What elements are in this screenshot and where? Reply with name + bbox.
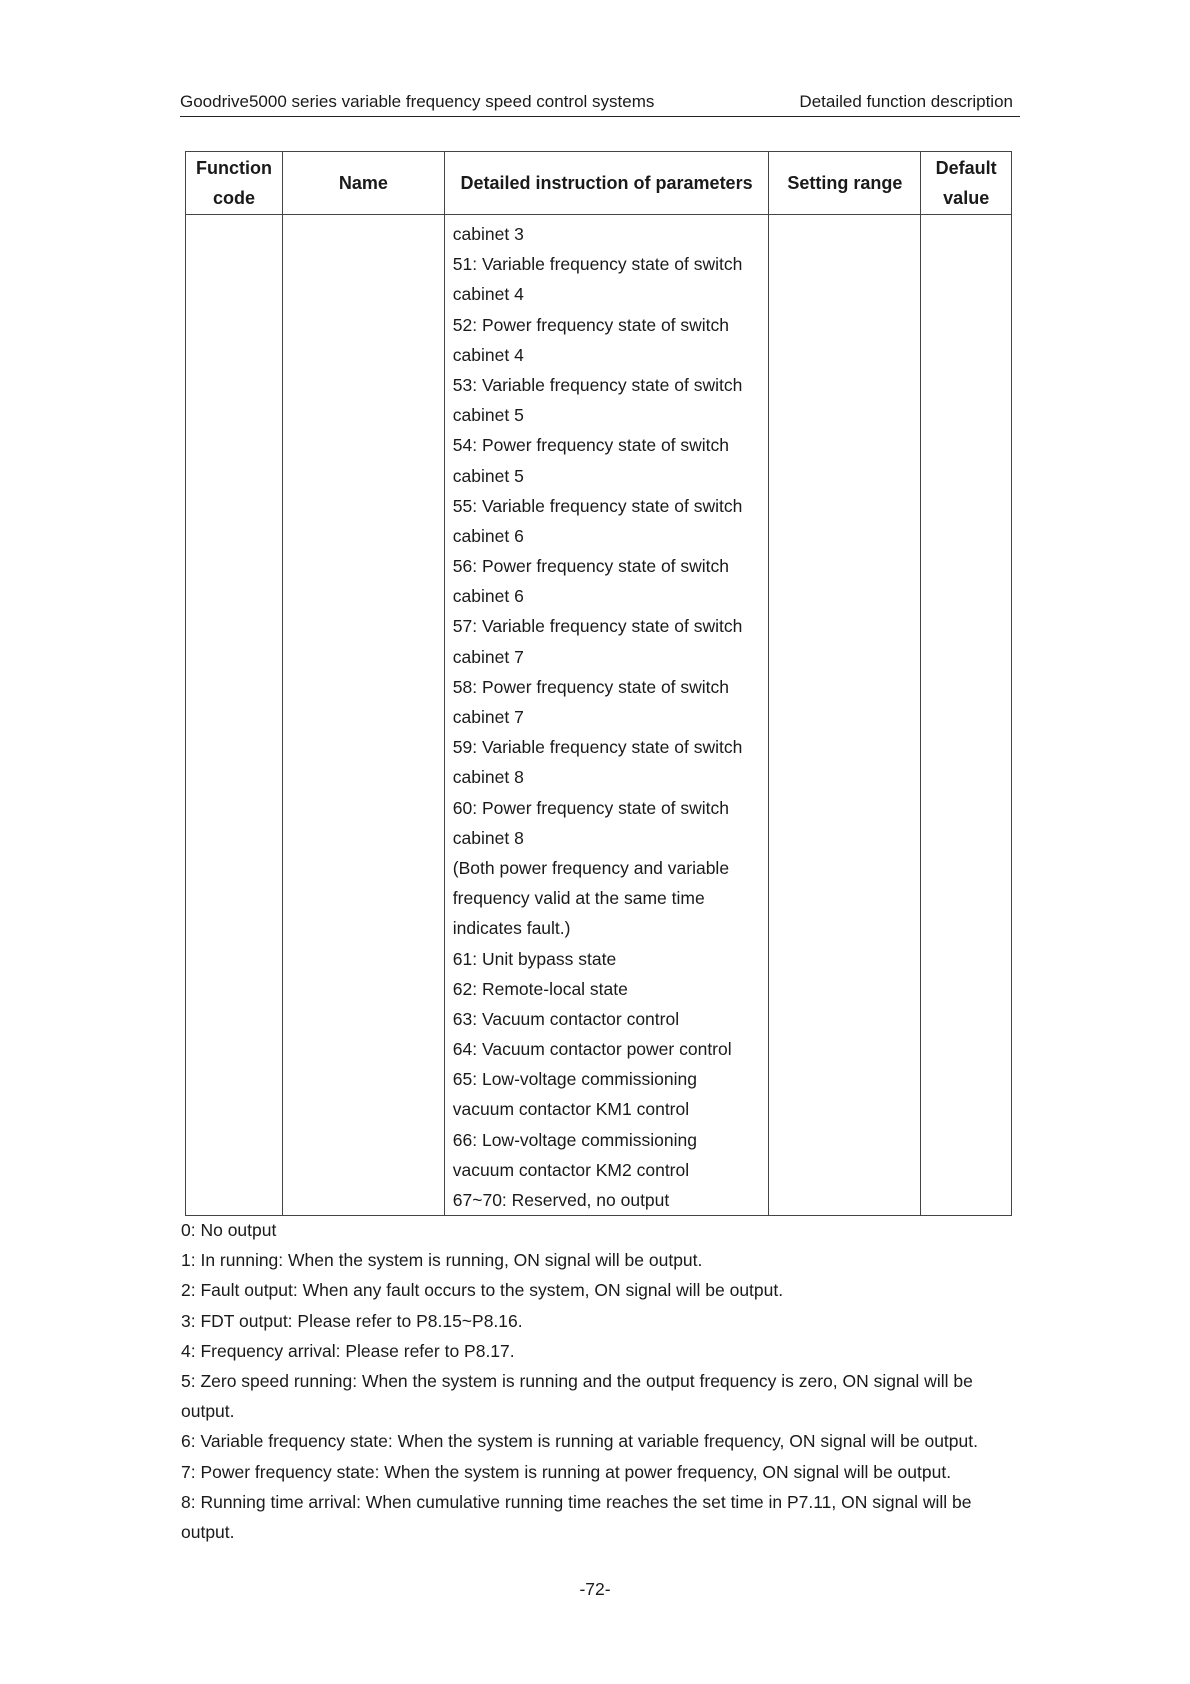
description-line: 2: Fault output: When any fault occurs to the system, ON signal will be output.	[181, 1280, 784, 1301]
col-header-detail: Detailed instruction of parameters	[444, 152, 769, 215]
detail-line: cabinet 4	[452, 344, 524, 365]
detail-line: 53: Variable frequency state of switch	[452, 374, 743, 395]
col-header-name: Name	[283, 152, 445, 215]
detail-line: cabinet 3	[452, 224, 524, 244]
detail-line: 67~70: Reserved, no output	[452, 1190, 670, 1210]
description-line: output.	[181, 1401, 235, 1422]
detail-line: 60: Power frequency state of switch	[452, 797, 730, 818]
detail-cell	[444, 215, 769, 1216]
detail-line: 65: Low-voltage commissioning	[452, 1069, 697, 1090]
detail-line: frequency valid at the same time	[452, 888, 705, 909]
detail-line: 54: Power frequency state of switch	[452, 435, 730, 456]
detail-line: cabinet 5	[452, 405, 524, 426]
detail-line: 51: Variable frequency state of switch	[452, 254, 743, 275]
detail-line: 58: Power frequency state of switch	[452, 676, 730, 697]
detail-line: cabinet 7	[452, 646, 524, 667]
detail-line: cabinet 6	[452, 525, 524, 546]
detail-line: 56: Power frequency state of switch	[452, 556, 730, 577]
description-line: 0: No output	[181, 1220, 277, 1240]
page-header	[180, 92, 1020, 117]
detail-line: (Both power frequency and variable	[452, 857, 730, 878]
detail-line: 61: Unit bypass state	[452, 948, 617, 969]
parameter-table	[185, 151, 1012, 1216]
description-line: 8: Running time arrival: When cumulative running time reaches the set time in P7.11, ON signal will be	[181, 1491, 972, 1512]
page-number: -72-	[579, 1579, 611, 1599]
description-line: output.	[181, 1521, 235, 1542]
detail-line: indicates fault.)	[452, 918, 571, 939]
detail-line: vacuum contactor KM1 control	[452, 1099, 690, 1120]
detail-line: cabinet 5	[452, 465, 524, 486]
detail-line: 59: Variable frequency state of switch	[452, 737, 743, 758]
description-line: 1: In running: When the system is running, ON signal will be output.	[181, 1250, 703, 1271]
col-header-setting-range: Setting range	[769, 152, 921, 215]
detail-line: cabinet 7	[452, 707, 524, 727]
detail-line: 63: Vacuum contactor control	[452, 1008, 680, 1029]
description-line: 6: Variable frequency state: When the system is running at variable frequency, ON signal will be output.	[181, 1431, 978, 1452]
detail-line: 66: Low-voltage commissioning	[452, 1129, 697, 1150]
detail-line: cabinet 8	[452, 827, 524, 848]
function-code-cell	[186, 215, 283, 1216]
detail-line: vacuum contactor KM2 control	[452, 1159, 690, 1180]
header-title: Goodrive5000 series variable frequency speed control systems	[180, 92, 655, 111]
name-cell	[283, 215, 445, 1216]
setting-range-cell	[769, 215, 921, 1216]
description-line: 4: Frequency arrival: Please refer to P8.17.	[181, 1340, 515, 1361]
detail-line: 62: Remote-local state	[452, 978, 628, 999]
default-value-cell	[921, 215, 1012, 1216]
detail-line: 52: Power frequency state of switch	[452, 314, 730, 335]
detail-line: cabinet 6	[452, 586, 524, 607]
description-line: 7: Power frequency state: When the system is running at power frequency, ON signal will be output.	[181, 1461, 952, 1482]
output-description-list	[181, 1215, 1021, 1547]
table-row	[186, 215, 1012, 1216]
detail-line: 55: Variable frequency state of switch	[452, 495, 743, 516]
detail-line: cabinet 8	[452, 767, 524, 788]
col-header-default-value: Default value	[921, 152, 1012, 215]
description-line: 5: Zero speed running: When the system is running and the output frequency is zero, ON signal will be	[181, 1370, 973, 1391]
header-section: Detailed function description	[799, 92, 1013, 111]
detail-line: cabinet 4	[452, 284, 524, 305]
table-header-row	[186, 152, 1012, 215]
col-header-function-code: Function code	[186, 152, 283, 215]
description-line: 3: FDT output: Please refer to P8.15~P8.16.	[181, 1310, 523, 1331]
detail-line: 57: Variable frequency state of switch	[452, 616, 743, 637]
detail-line: 64: Vacuum contactor power control	[452, 1039, 732, 1060]
